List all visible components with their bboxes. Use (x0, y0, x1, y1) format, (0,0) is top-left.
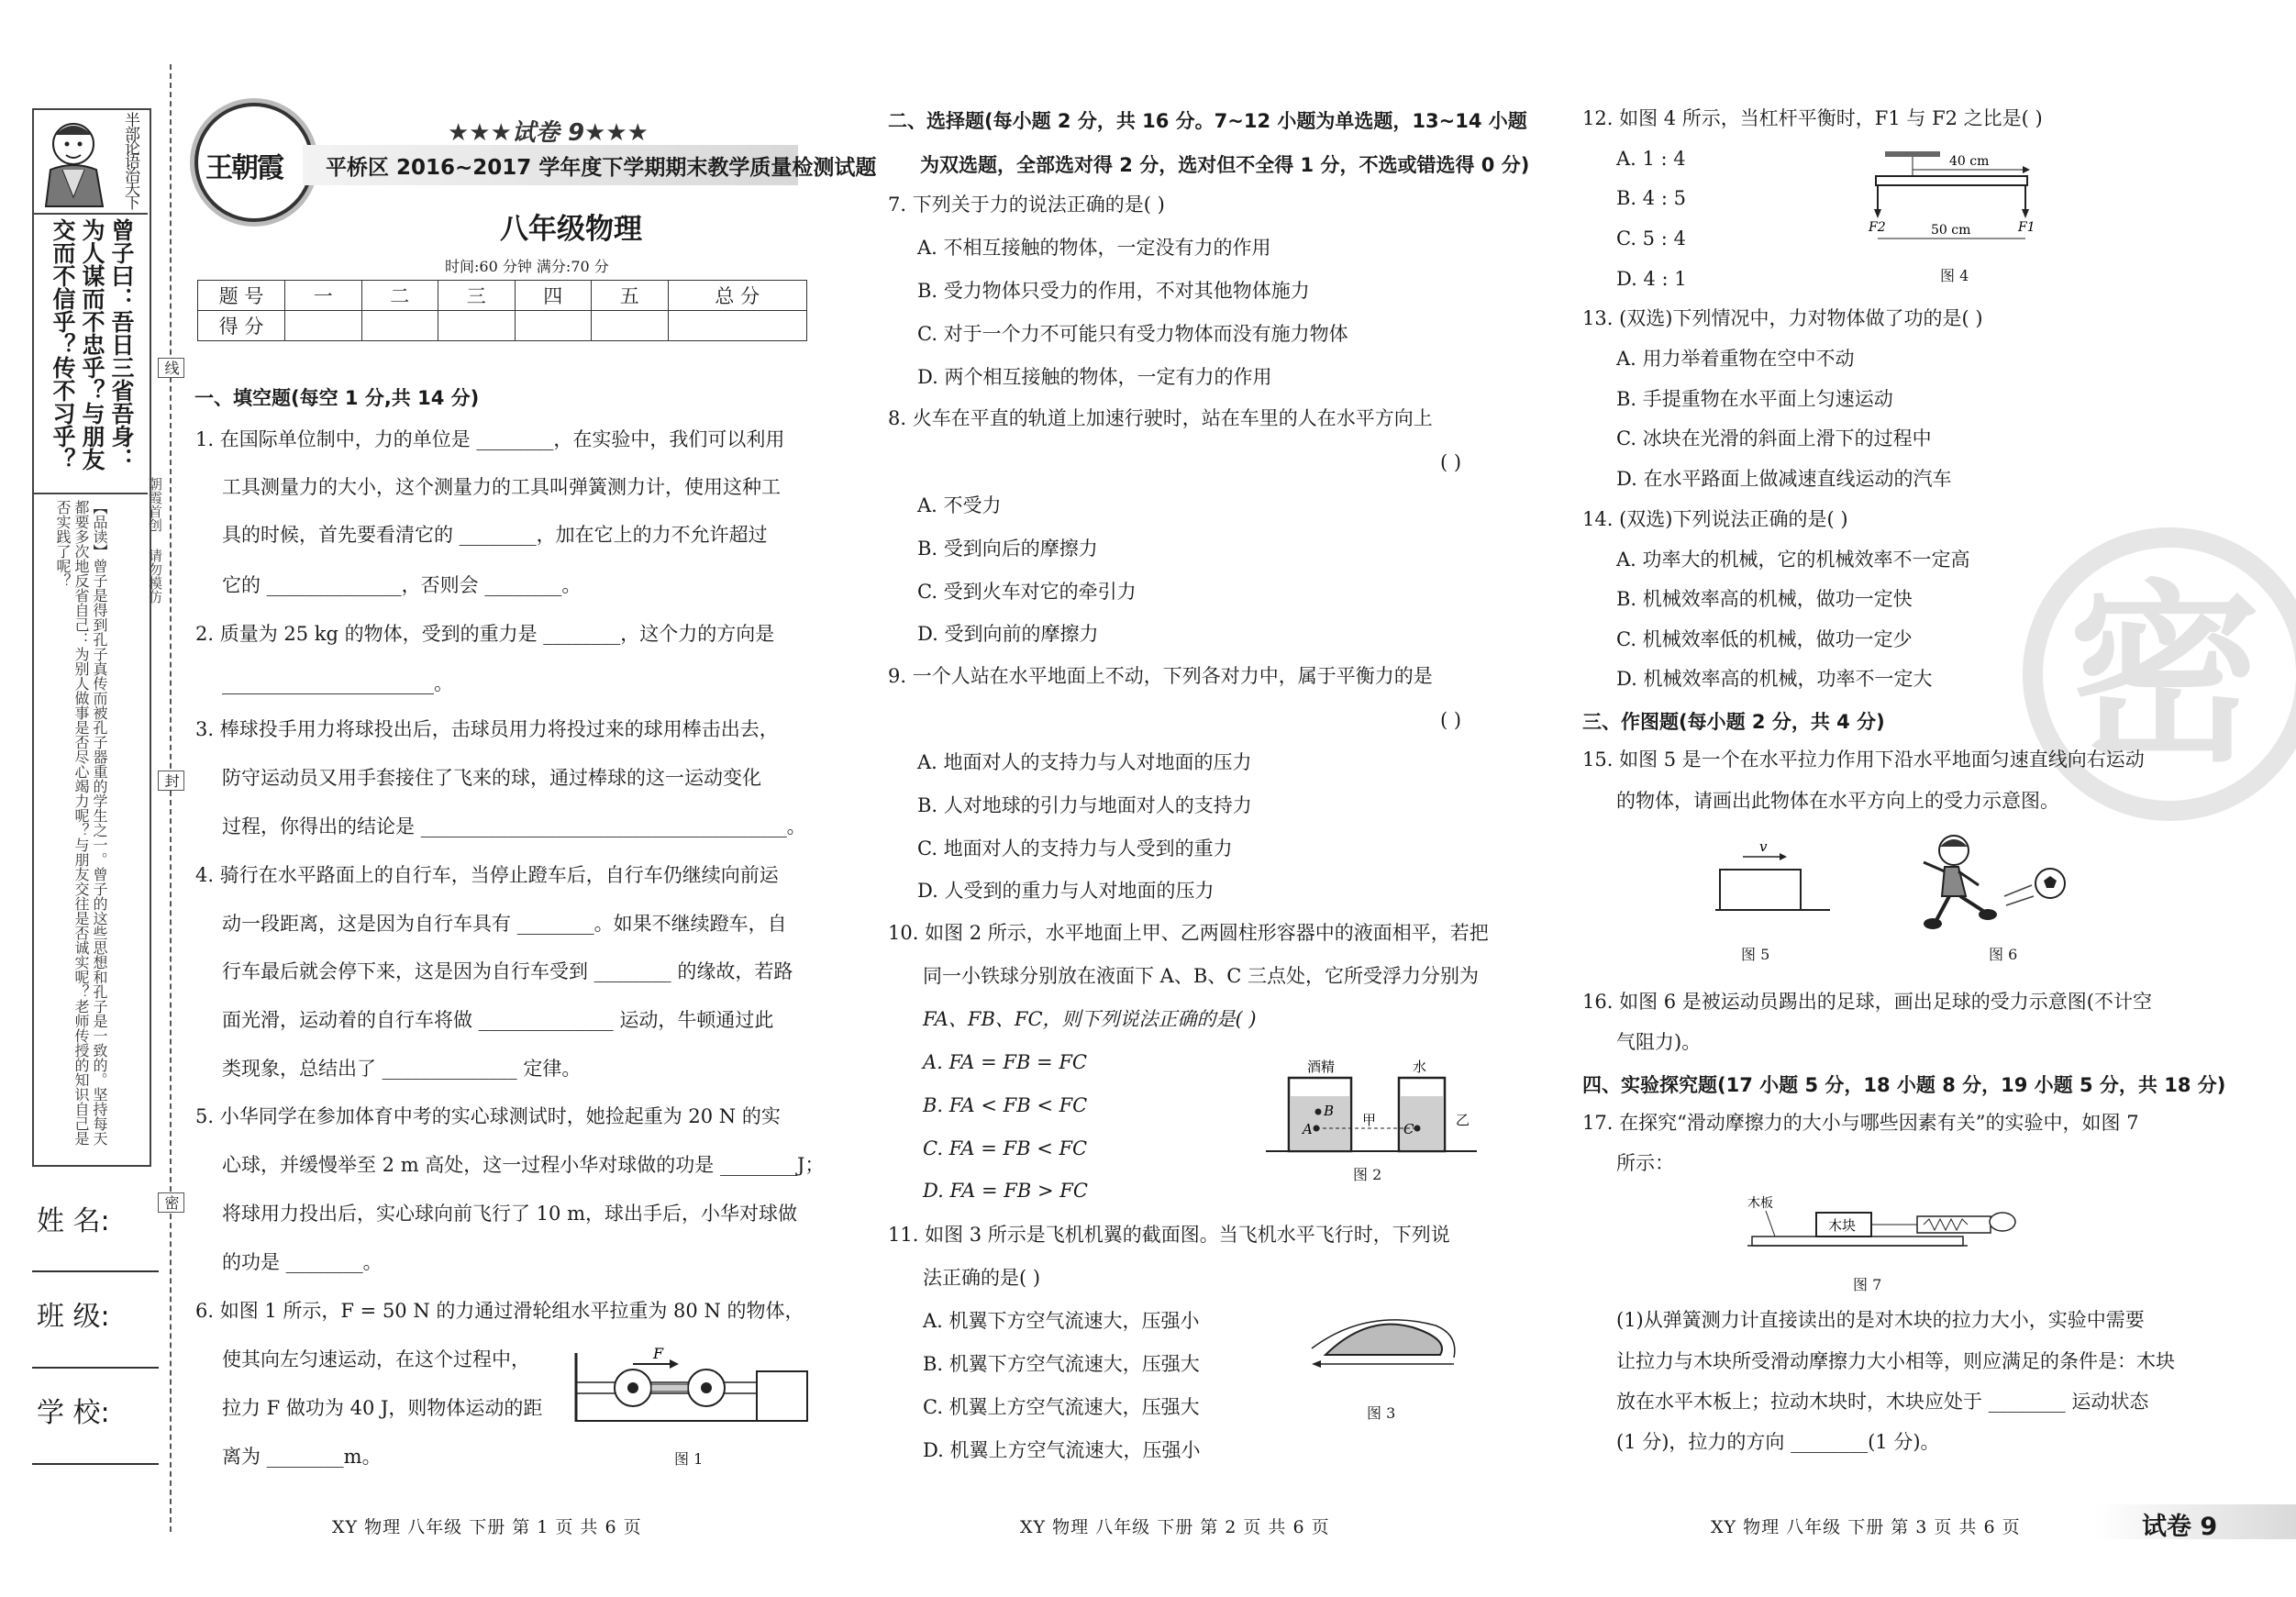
question-13-line: 13. (双选)下列情况中，力对物体做了功的是( ) (1582, 307, 1983, 329)
score-cell[interactable] (515, 311, 592, 341)
figure-3-caption: 图 3 (1367, 1404, 1396, 1422)
option-14b[interactable]: B. 机械效率高的机械，做功一定快 (1616, 588, 1913, 610)
question-4-line: 类现象，总结出了 ______________ 定律。 (222, 1058, 582, 1080)
option-12c[interactable]: C. 5 : 4 (1616, 227, 1686, 250)
question-11-line: 11. 如图 3 所示是飞机机翼的截面图。当飞机水平飞行时，下列说 (888, 1224, 1450, 1246)
school-field[interactable] (32, 1463, 159, 1465)
figure-2-label-alcohol: 酒精 (1307, 1059, 1336, 1075)
figure-1-force-label: F (653, 1345, 664, 1362)
question-5-line: 5. 小华同学在参加体育中考的实心球测试时，她捡起重为 20 N 的实 (195, 1105, 781, 1127)
option-14d[interactable]: D. 机械效率高的机械，功率不一定大 (1616, 668, 1933, 690)
question-16-line: 16. 如图 6 是被运动员踢出的足球，画出足球的受力示意图(不计空 (1582, 991, 2152, 1013)
cut-line (170, 64, 172, 1532)
figure-7-block-label: 木块 (1828, 1217, 1857, 1234)
question-4-line: 动一段距离，这是因为自行车具有 ________。如果不继续蹬车，自 (222, 913, 787, 935)
figure-5-block (1706, 835, 1835, 917)
option-14c[interactable]: C. 机械效率低的机械，做功一定少 (1616, 628, 1913, 650)
question-17-line: 所示： (1616, 1152, 1674, 1174)
time-score: 时间:60 分钟 满分:70 分 (445, 258, 609, 275)
figure-2-label-yi: 乙 (1456, 1112, 1470, 1128)
figure-2-point-b: B (1324, 1103, 1335, 1119)
question-17-line: 17. 在探究“滑动摩擦力的大小与哪些因素有关”的实验中，如图 7 (1582, 1112, 2139, 1134)
question-6-line: 拉力 F 做功为 40 J，则物体运动的距 (222, 1397, 543, 1419)
figure-2-containers (1261, 1055, 1481, 1156)
name-label: 姓 名: (37, 1205, 110, 1237)
option-11a[interactable]: A. 机翼下方空气流速大，压强小 (923, 1310, 1200, 1332)
option-8a[interactable]: A. 不受力 (917, 494, 1002, 516)
question-4-line: 面光滑，运动着的自行车将做 ______________ 运动，牛顿通过此 (222, 1009, 774, 1031)
figure-7-board-label: 木板 (1747, 1196, 1773, 1211)
figure-4-caption: 图 4 (1940, 267, 1969, 284)
section-fill-blank: 一、填空题(每空 1 分,共 14 分) (194, 387, 480, 409)
class-label: 班 级: (37, 1301, 110, 1333)
figure-1-pulley (569, 1344, 812, 1426)
score-cell[interactable] (592, 311, 669, 341)
question-14-line: 14. (双选)下列说法正确的是( ) (1582, 508, 1848, 530)
option-12d[interactable]: D. 4 : 1 (1616, 268, 1687, 290)
score-label: 得 分 (198, 311, 285, 341)
question-2-line: 2. 质量为 25 kg 的物体，受到的重力是 ________，这个力的方向是 (195, 623, 775, 645)
score-cell[interactable] (285, 311, 362, 341)
score-header: 二 (361, 281, 438, 311)
seal-mark-2: 封 (158, 771, 184, 791)
figure-5-velocity-label: v (1759, 838, 1768, 855)
copyright-notice: 朝霞首创 请勿模仿 (147, 477, 163, 604)
score-table (197, 280, 807, 341)
question-10-line: FA、FB、FC，则下列说法正确的是( ) (923, 1008, 1257, 1030)
question-1-line: 它的 ______________，否则会 ________。 (222, 574, 582, 596)
score-header: 一 (285, 281, 362, 311)
score-cell[interactable] (668, 311, 807, 341)
question-17-line: (1)从弹簧测力计直接读出的是对木块的拉力大小，实验中需要 (1616, 1309, 2145, 1331)
figure-6-caption: 图 6 (1989, 946, 2018, 963)
option-7c[interactable]: C. 对于一个力不可能只有受力物体而没有施力物体 (917, 323, 1348, 345)
question-17-line: (1 分)，拉力的方向 ________(1 分)。 (1616, 1431, 1940, 1453)
figure-4-lever (1867, 147, 2036, 257)
question-12-line: 12. 如图 4 所示，当杠杆平衡时，F1 与 F2 之比是( ) (1582, 107, 2043, 129)
figure-2-point-c: C (1403, 1121, 1414, 1137)
option-7d[interactable]: D. 两个相互接触的物体，一定有力的作用 (917, 366, 1272, 388)
name-field[interactable] (32, 1270, 159, 1272)
sidebar (0, 0, 183, 1597)
figure-4-label-f2: F2 (1869, 220, 1886, 235)
figure-5-caption: 图 5 (1741, 946, 1770, 963)
option-9c[interactable]: C. 地面对人的支持力与人受到的重力 (917, 837, 1233, 859)
option-12a[interactable]: A. 1 : 4 (1616, 148, 1686, 170)
page-footer-2: XY 物理 八年级 下册 第 2 页 共 6 页 (1020, 1517, 1330, 1537)
figure-6-soccer (1903, 830, 2078, 931)
figure-4-label-f1: F1 (2018, 220, 2035, 235)
subject-title: 八年级物理 (500, 213, 642, 246)
book-tag: 半部论语治天下 (121, 112, 139, 208)
option-10c[interactable]: C. FA = FB < FC (923, 1137, 1088, 1159)
sidebar-quote: 曾子曰：吾日三省吾身：为人谋而不忠乎？与朋友交而不信乎？传不习乎？ (50, 218, 135, 471)
question-6-line: 使其向左匀速运动，在这个过程中， (222, 1348, 530, 1370)
option-11b[interactable]: B. 机翼下方空气流速大，压强大 (923, 1353, 1200, 1375)
question-1-line: 1. 在国际单位制中，力的单位是 ________，在实验中，我们可以利用 (195, 428, 785, 450)
option-8b[interactable]: B. 受到向后的摩擦力 (917, 538, 1098, 560)
question-15-line: 的物体，请画出此物体在水平方向上的受力示意图。 (1616, 790, 2059, 812)
option-10a[interactable]: A. FA = FB = FC (923, 1051, 1087, 1073)
section-choice: 为双选题，全部选对得 2 分，选对但不全得 1 分，不选或错选得 0 分) (920, 154, 1530, 176)
question-15-line: 15. 如图 5 是一个在水平拉力作用下沿水平地面匀速直线向右运动 (1582, 749, 2145, 771)
figure-2-point-a: A (1303, 1121, 1313, 1137)
page-footer-3: XY 物理 八年级 下册 第 3 页 共 6 页 (1711, 1517, 2021, 1537)
option-13d[interactable]: D. 在水平路面上做减速直线运动的汽车 (1616, 468, 1952, 490)
question-3-line: 3. 棒球投手用力将球投出后，击球员用力将投过来的球用棒击出去， (195, 718, 779, 740)
seal-mark-3: 密 (158, 1192, 184, 1213)
question-4-line: 4. 骑行在水平路面上的自行车，当停止蹬车后，自行车仍继续向前运 (195, 864, 779, 886)
footer-paper-tag: 试卷 9 (2142, 1513, 2218, 1541)
score-header: 题 号 (198, 281, 285, 311)
school-label: 学 校: (37, 1397, 110, 1429)
question-3-line: 过程，你得出的结论是 ______________________________________。 (222, 815, 806, 837)
question-10-line: 同一小铁球分别放在液面下 A、B、C 三点处，它所受浮力分别为 (923, 965, 1480, 987)
page-footer-1: XY 物理 八年级 下册 第 1 页 共 6 页 (332, 1517, 642, 1537)
section-choice: 二、选择题(每小题 2 分，共 16 分。7~12 小题为单选题，13~14 小题 (888, 110, 1527, 132)
option-10b[interactable]: B. FA < FB < FC (923, 1094, 1088, 1116)
question-5-line: 的功是 ________。 (222, 1251, 383, 1273)
answer-bracket: ( ) (1440, 451, 1462, 473)
option-13b[interactable]: B. 手提重物在水平面上匀速运动 (1616, 388, 1893, 410)
question-10-line: 10. 如图 2 所示，水平地面上甲、乙两圆柱形容器中的液面相平，若把 (888, 922, 1489, 944)
question-7-line: 7. 下列关于力的说法正确的是( ) (888, 194, 1165, 216)
question-9-line: 9. 一个人站在水平地面上不动，下列各对力中，属于平衡力的是 (888, 665, 1433, 687)
question-11-line: 法正确的是( ) (923, 1267, 1041, 1289)
option-11c[interactable]: C. 机翼上方空气流速大，压强大 (923, 1396, 1200, 1418)
score-cell[interactable] (361, 311, 438, 341)
figure-7-friction (1747, 1192, 2023, 1252)
option-13a[interactable]: A. 用力举着重物在空中不动 (1616, 348, 1855, 370)
figure-2-label-jia: 甲 (1362, 1112, 1377, 1128)
sidebar-reading: 【品读】曾子是得到孔子真传而被孔子器重的学生之一。曾子的这些思想和孔子是一致的。坚持每天都要多次地反省自己：为别人做事是否尽心竭力呢？与朋友交往是否诚实呢？老师传授的知识自己是否实践了呢？ (54, 500, 108, 1146)
sidebar-divider (32, 213, 148, 215)
option-13c[interactable]: C. 冰块在光滑的斜面上滑下的过程中 (1616, 427, 1932, 449)
question-17-line: 放在水平木板上；拉动木块时，木块应处于 ________ 运动状态 (1616, 1391, 2149, 1413)
option-12b[interactable]: B. 4 : 5 (1616, 187, 1686, 209)
question-3-line: 防守运动员又用手套接住了飞来的球，通过棒球的这一运动变化 (222, 767, 761, 789)
seal-watermark: 密 (2023, 527, 2296, 821)
option-9a[interactable]: A. 地面对人的支持力与人对地面的压力 (917, 751, 1252, 773)
option-10d[interactable]: D. FA = FB > FC (923, 1180, 1088, 1202)
option-9b[interactable]: B. 人对地球的引力与地面对人的支持力 (917, 794, 1252, 816)
option-8d[interactable]: D. 受到向前的摩擦力 (917, 623, 1099, 645)
score-header: 总 分 (668, 281, 807, 311)
section-drawing: 三、作图题(每小题 2 分，共 4 分) (1582, 711, 1885, 733)
option-8c[interactable]: C. 受到火车对它的牵引力 (917, 581, 1137, 603)
question-5-line: 将球用力投出后，实心球向前飞行了 10 m，球出手后，小华对球做 (222, 1203, 797, 1225)
option-7a[interactable]: A. 不相互接触的物体，一定没有力的作用 (917, 237, 1271, 259)
option-7b[interactable]: B. 受力物体只受力的作用，不对其他物体施力 (917, 280, 1310, 302)
figure-2-caption: 图 2 (1353, 1166, 1382, 1183)
exam-title: 平桥区 2016~2017 学年度下学期期末教学质量检测试题 (326, 156, 877, 180)
score-cell[interactable] (438, 311, 516, 341)
figure-4-label-top: 40 cm (1949, 154, 1990, 169)
figure-7-caption: 图 7 (1853, 1276, 1882, 1293)
figure-1-caption: 图 1 (674, 1450, 704, 1468)
question-6-line: 离为 ________m。 (222, 1446, 382, 1468)
question-2-line: ______________________。 (222, 672, 453, 694)
sidebar-divider (32, 493, 148, 494)
question-1-line: 工具测量力的大小，这个测量力的工具叫弹簧测力计，使用这种工 (222, 476, 781, 498)
score-header: 五 (592, 281, 669, 311)
score-header: 三 (438, 281, 516, 311)
question-17-line: 让拉力与木块所受滑动摩擦力大小相等，则应满足的条件是：木块 (1616, 1350, 2175, 1372)
figure-4-label-bottom: 50 cm (1931, 223, 1971, 238)
brand-logo: 王朝霞 (194, 103, 314, 222)
question-1-line: 具的时候，首先要看清它的 ________，加在它上的力不允许超过 (222, 524, 768, 546)
question-6-line: 6. 如图 1 所示，F = 50 N 的力通过滑轮组水平拉重为 80 N 的物体， (195, 1300, 804, 1322)
figure-3-wing (1303, 1307, 1468, 1376)
section-experiment: 四、实验探究题(17 小题 5 分，18 小题 8 分，19 小题 5 分，共 18 分) (1582, 1074, 2226, 1096)
figure-2-label-water: 水 (1413, 1059, 1427, 1075)
answer-bracket: ( ) (1440, 709, 1462, 731)
class-field[interactable] (32, 1367, 159, 1369)
seal-mark-1: 线 (158, 358, 184, 378)
question-5-line: 心球，并缓慢举至 2 m 高处，这一过程小华对球做的功是 ________J； (222, 1154, 825, 1176)
score-header: 四 (515, 281, 592, 311)
question-16-line: 气阻力)。 (1616, 1031, 1702, 1053)
question-4-line: 行车最后就会停下来，这是因为自行车受到 ________ 的缘故，若路 (222, 960, 793, 982)
option-9d[interactable]: D. 人受到的重力与人对地面的压力 (917, 880, 1215, 902)
paper-number: ★★★试卷 9★★★ (448, 119, 649, 147)
confucius-cartoon-image (37, 115, 116, 211)
question-8-line: 8. 火车在平直的轨道上加速行驶时，站在车里的人在水平方向上 (888, 407, 1433, 429)
option-14a[interactable]: A. 功率大的机械，它的机械效率不一定高 (1616, 549, 1970, 571)
option-11d[interactable]: D. 机翼上方空气流速大，压强小 (923, 1439, 1201, 1461)
